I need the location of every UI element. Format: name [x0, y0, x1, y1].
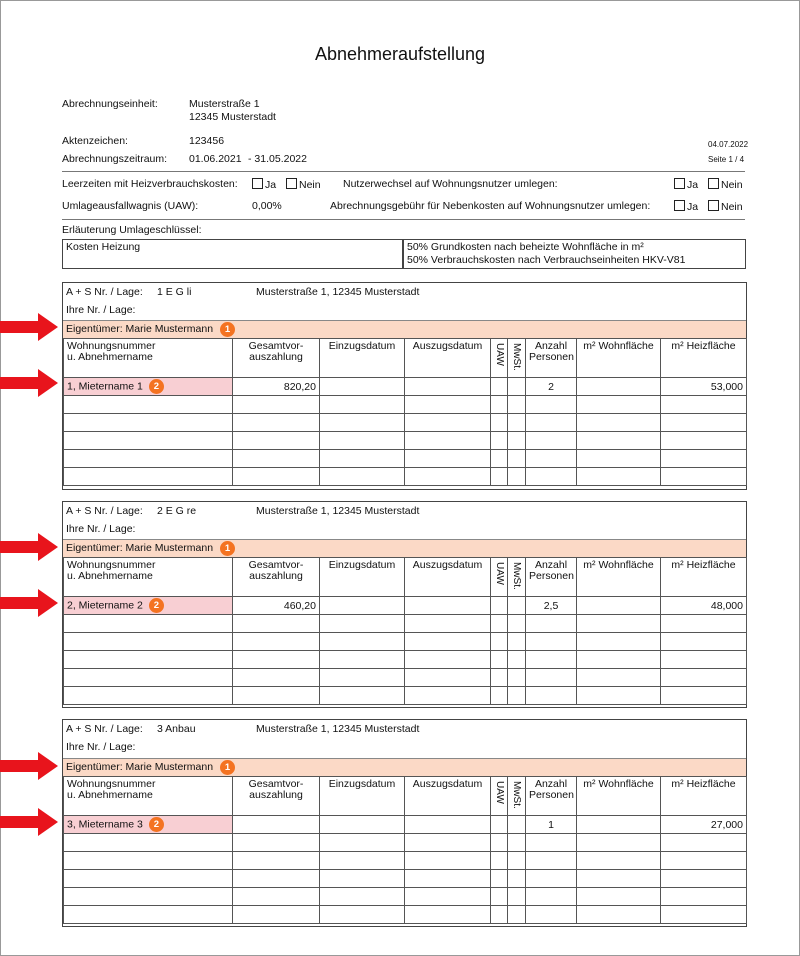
col-anzahl: Anzahl Personen: [526, 558, 577, 597]
table-row: [64, 870, 747, 888]
col-mwst: MwSt.: [508, 558, 526, 597]
col-wohnflaeche: m² Wohnfläche: [577, 777, 661, 816]
zeitraum-label: Abrechnungszeitraum:: [62, 153, 168, 165]
col-heizflaeche: m² Heizfläche: [661, 339, 747, 378]
col-mwst: MwSt.: [508, 339, 526, 378]
personen-cell: 2,5: [526, 597, 577, 615]
table-row: [64, 633, 747, 651]
table-row: [64, 432, 747, 450]
table-row: [64, 651, 747, 669]
owner-row: [63, 320, 746, 339]
table-row: [64, 597, 747, 615]
page-number: Seite 1 / 4: [708, 155, 745, 164]
col-anzahl: Anzahl Personen: [526, 339, 577, 378]
owner-badge: 1: [220, 760, 235, 775]
arrow-right-icon: [0, 752, 58, 780]
uaw-value: 0,00%: [252, 200, 282, 212]
col-heizflaeche: m² Heizfläche: [661, 777, 747, 816]
lage-label: A + S Nr. / Lage:: [66, 286, 143, 298]
tenant-table: [63, 338, 747, 486]
table-row: [64, 852, 747, 870]
arrow-right-icon: [0, 808, 58, 836]
zeitraum-to: - 31.05.2022: [248, 153, 307, 165]
divider: [62, 171, 745, 172]
table-row: [64, 834, 747, 852]
lage-value: 2 E G re: [157, 505, 197, 517]
arrow-right-icon: [0, 369, 58, 397]
nutzerwechsel-nein[interactable]: Nein: [708, 178, 743, 191]
lage-label: A + S Nr. / Lage:: [66, 505, 143, 517]
leerzeiten-nein[interactable]: Nein: [286, 178, 321, 191]
table-row: [64, 615, 747, 633]
gesamt-cell: 820,20: [233, 378, 320, 396]
nutzerwechsel-label: Nutzerwechsel auf Wohnungsnutzer umlegen:: [343, 178, 558, 190]
unit-address: Musterstraße 1, 12345 Musterstadt: [256, 286, 420, 298]
tenant-name: 1, Mietername 1: [67, 380, 143, 393]
nutzerwechsel-ja[interactable]: Ja: [674, 178, 698, 191]
checkbox[interactable]: [708, 178, 719, 189]
col-auszug: Auszugsdatum: [405, 339, 491, 378]
gesamt-cell: [233, 816, 320, 834]
col-einzug: Einzugsdatum: [320, 777, 405, 816]
gebuehr-nein[interactable]: Nein: [708, 200, 743, 213]
unit-section: [62, 719, 747, 927]
personen-cell: 1: [526, 816, 577, 834]
lage-value: 1 E G li: [157, 286, 192, 298]
checkbox[interactable]: [286, 178, 297, 189]
owner-name: Eigentümer: Marie Mustermann: [66, 542, 214, 554]
heizflaeche-cell: 27,000: [661, 816, 747, 834]
uaw-label: Umlageausfallwagnis (UAW):: [62, 200, 199, 212]
col-wohnung: Wohnungsnummer u. Abnehmername: [64, 558, 233, 597]
col-wohnung: Wohnungsnummer u. Abnehmername: [64, 339, 233, 378]
aktenzeichen-label: Aktenzeichen:: [62, 135, 128, 147]
page-title: Abnehmeraufstellung: [314, 44, 486, 64]
col-auszug: Auszugsdatum: [405, 558, 491, 597]
table-row: [64, 450, 747, 468]
col-uaw: UAW: [491, 339, 508, 378]
col-wohnflaeche: m² Wohnfläche: [577, 558, 661, 597]
col-gesamt: Gesamtvor- auszahlung: [233, 777, 320, 816]
tenant-name: 2, Mietername 2: [67, 599, 143, 612]
address-line2: 12345 Musterstadt: [189, 111, 276, 123]
erlaeuterung-label: Erläuterung Umlageschlüssel:: [62, 224, 202, 236]
unit-address: Musterstraße 1, 12345 Musterstadt: [256, 723, 420, 735]
divider: [62, 219, 745, 220]
arrow-right-icon: [0, 589, 58, 617]
table-row: [64, 669, 747, 687]
col-gesamt: Gesamtvor- auszahlung: [233, 558, 320, 597]
col-heizflaeche: m² Heizfläche: [661, 558, 747, 597]
leerzeiten-label: Leerzeiten mit Heizverbrauchskosten:: [62, 178, 238, 190]
owner-badge: 1: [220, 322, 235, 337]
checkbox[interactable]: [674, 200, 685, 211]
col-uaw: UAW: [491, 777, 508, 816]
arrow-right-icon: [0, 313, 58, 341]
ihre-nr-label: Ihre Nr. / Lage:: [66, 304, 136, 316]
owner-badge: 1: [220, 541, 235, 556]
zeitraum-from: 01.06.2021: [189, 153, 242, 165]
aktenzeichen-value: 123456: [189, 135, 225, 147]
col-auszug: Auszugsdatum: [405, 777, 491, 816]
tenant-badge: 2: [149, 598, 164, 613]
table-header: [64, 558, 747, 597]
ihre-nr-label: Ihre Nr. / Lage:: [66, 523, 136, 535]
tenant-badge: 2: [149, 817, 164, 832]
lage-label: A + S Nr. / Lage:: [66, 723, 143, 735]
col-uaw: UAW: [491, 558, 508, 597]
abrechnungseinheit-label: Abrechnungseinheit:: [62, 98, 158, 110]
tenant-name: 3, Mietername 3: [67, 818, 143, 831]
checkbox[interactable]: [252, 178, 263, 189]
unit-section: [62, 282, 747, 490]
col-mwst: MwSt.: [508, 777, 526, 816]
table-row: [64, 396, 747, 414]
table-row: [64, 414, 747, 432]
gesamt-cell: 460,20: [233, 597, 320, 615]
table-row: [64, 687, 747, 705]
owner-row: [63, 539, 746, 558]
kosten-text: Kosten Heizung: [66, 241, 141, 253]
tenant-table: [63, 776, 747, 924]
checkbox[interactable]: [708, 200, 719, 211]
arrow-right-icon: [0, 533, 58, 561]
tenant-cell: [64, 597, 233, 615]
umlage-line2: 50% Verbrauchskosten nach Verbrauchseinheiten HKV-V81: [407, 254, 686, 266]
tenant-cell: [64, 816, 233, 834]
ihre-nr-label: Ihre Nr. / Lage:: [66, 741, 136, 753]
table-row: [64, 468, 747, 486]
unit-section: [62, 501, 747, 708]
col-einzug: Einzugsdatum: [320, 339, 405, 378]
table-header: [64, 777, 747, 816]
table-row: [64, 378, 747, 396]
col-gesamt: Gesamtvor- auszahlung: [233, 339, 320, 378]
heizflaeche-cell: 53,000: [661, 378, 747, 396]
unit-address: Musterstraße 1, 12345 Musterstadt: [256, 505, 420, 517]
table-row: [64, 906, 747, 924]
umlage-line1: 50% Grundkosten nach beheizte Wohnfläche in m²: [407, 241, 644, 253]
print-date: 04.07.2022: [708, 140, 749, 149]
owner-row: [63, 758, 746, 777]
table-header: [64, 339, 747, 378]
tenant-cell: [64, 378, 233, 396]
col-anzahl: Anzahl Personen: [526, 777, 577, 816]
personen-cell: 2: [526, 378, 577, 396]
owner-name: Eigentümer: Marie Mustermann: [66, 761, 214, 773]
owner-name: Eigentümer: Marie Mustermann: [66, 323, 214, 335]
table-row: [64, 888, 747, 906]
table-row: [64, 816, 747, 834]
lage-value: 3 Anbau: [157, 723, 196, 735]
leerzeiten-ja[interactable]: Ja: [252, 178, 276, 191]
address-line1: Musterstraße 1: [189, 98, 260, 110]
checkbox[interactable]: [674, 178, 685, 189]
kosten-box: [62, 239, 404, 269]
gebuehr-ja[interactable]: Ja: [674, 200, 698, 213]
col-wohnung: Wohnungsnummer u. Abnehmername: [64, 777, 233, 816]
umlage-box: [402, 239, 746, 269]
col-einzug: Einzugsdatum: [320, 558, 405, 597]
gebuehr-label: Abrechnungsgebühr für Nebenkosten auf Wohnungsnutzer umlegen:: [330, 200, 651, 212]
heizflaeche-cell: 48,000: [661, 597, 747, 615]
tenant-table: [63, 557, 747, 705]
col-wohnflaeche: m² Wohnfläche: [577, 339, 661, 378]
tenant-badge: 2: [149, 379, 164, 394]
